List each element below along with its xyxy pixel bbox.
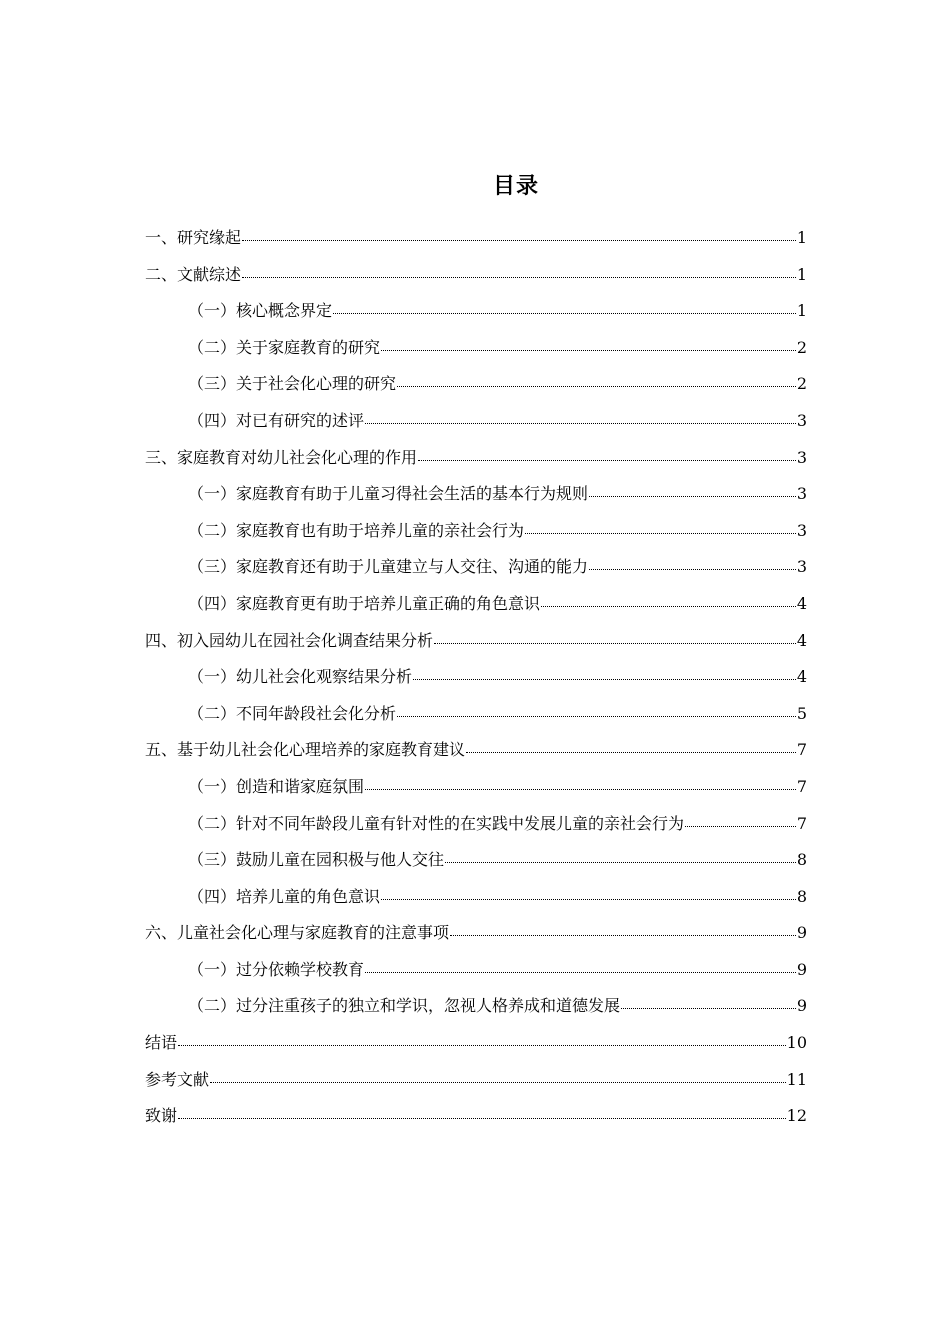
toc-entry-text: （三）关于社会化心理的研究 (188, 374, 397, 394)
toc-entry[interactable] (145, 772, 807, 809)
toc-entry[interactable] (145, 918, 807, 955)
toc-dot-leader (621, 1007, 796, 1009)
toc-entry-text: （一）过分依赖学校教育 (188, 959, 365, 979)
toc-entry-text: （二）不同年龄段社会化分析 (188, 703, 397, 723)
table-of-contents (145, 223, 807, 1138)
toc-dot-leader (685, 825, 796, 827)
toc-entry-text: 四、初入园幼儿在园社会化调查结果分析 (145, 630, 434, 650)
toc-page-number: 3 (796, 557, 807, 577)
toc-entry-text: 一、研究缘起 (145, 228, 242, 247)
toc-page-number: 12 (786, 1106, 807, 1126)
toc-dot-leader (589, 568, 796, 570)
toc-dot-leader (178, 1117, 786, 1119)
toc-entry-text: 三、家庭教育对幼儿社会化心理的作用 (145, 447, 418, 467)
toc-entry-text: 二、文献综述 (145, 264, 242, 284)
toc-dot-leader (381, 349, 796, 351)
toc-dot-leader (242, 239, 796, 241)
toc-page-number: 4 (796, 593, 807, 613)
toc-entry[interactable] (145, 991, 807, 1028)
toc-entry[interactable] (145, 626, 807, 663)
toc-dot-leader (466, 751, 796, 753)
toc-page-number: 7 (796, 740, 807, 760)
toc-page-number: 9 (796, 959, 807, 979)
toc-entry[interactable] (145, 845, 807, 882)
toc-page-number: 1 (796, 264, 807, 284)
toc-page-number: 3 (796, 447, 807, 467)
toc-dot-leader (178, 1044, 786, 1046)
toc-entry-text: 五、基于幼儿社会化心理培养的家庭教育建议 (145, 740, 466, 760)
toc-dot-leader (589, 495, 796, 497)
toc-dot-leader (333, 312, 796, 314)
toc-entry-text: （四）培养儿童的角色意识 (188, 886, 381, 906)
toc-dot-leader (418, 459, 796, 461)
toc-entry-text: （三）鼓励儿童在园积极与他人交往 (188, 850, 445, 870)
toc-dot-leader (434, 642, 796, 644)
toc-entry[interactable] (145, 1028, 807, 1065)
toc-dot-leader (381, 898, 796, 900)
toc-entry[interactable] (145, 296, 807, 333)
toc-entry[interactable] (145, 369, 807, 406)
toc-entry[interactable] (145, 479, 807, 516)
toc-entry-text: （一）家庭教育有助于儿童习得社会生活的基本行为规则 (188, 484, 589, 504)
toc-entry[interactable] (145, 589, 807, 626)
toc-page-number: 9 (796, 923, 807, 943)
toc-entry-text: （一）核心概念界定 (188, 301, 333, 321)
toc-entry[interactable] (145, 1101, 807, 1138)
toc-page-number: 2 (796, 337, 807, 357)
toc-entry-text: （二）家庭教育也有助于培养儿童的亲社会行为 (188, 520, 525, 540)
toc-entry[interactable] (145, 809, 807, 846)
toc-entry[interactable] (145, 735, 807, 772)
toc-page-number: 3 (796, 410, 807, 430)
toc-entry-text: （二）过分注重孩子的独立和学识，忽视人格养成和道德发展 (188, 996, 621, 1016)
toc-entry[interactable] (145, 552, 807, 589)
toc-entry-text: 结语 (145, 1033, 178, 1053)
toc-entry-text: （二）关于家庭教育的研究 (188, 337, 381, 357)
toc-entry[interactable] (145, 662, 807, 699)
toc-page-number: 4 (796, 667, 807, 687)
toc-entry-text: 致谢 (145, 1106, 178, 1126)
toc-page-number: 5 (796, 703, 807, 723)
toc-dot-leader (365, 788, 796, 790)
toc-dot-leader (445, 861, 796, 863)
toc-entry[interactable] (145, 882, 807, 919)
toc-page-number: 1 (796, 301, 807, 321)
toc-entry[interactable] (145, 1065, 807, 1102)
toc-dot-leader (365, 422, 796, 424)
toc-entry[interactable] (145, 223, 807, 260)
toc-entry[interactable] (145, 699, 807, 736)
toc-entry[interactable] (145, 406, 807, 443)
toc-page-number: 2 (796, 374, 807, 394)
toc-entry-text: （三）家庭教育还有助于儿童建立与人交往、沟通的能力 (188, 557, 589, 577)
toc-page-number: 1 (796, 228, 807, 247)
toc-page-number: 7 (796, 776, 807, 796)
toc-dot-leader (525, 532, 796, 534)
toc-page-number: 7 (796, 813, 807, 833)
toc-dot-leader (397, 385, 796, 387)
toc-entry-text: （四）家庭教育更有助于培养儿童正确的角色意识 (188, 593, 541, 613)
toc-entry[interactable] (145, 333, 807, 370)
toc-page-number: 11 (786, 1069, 807, 1089)
toc-entry-text: 六、儿童社会化心理与家庭教育的注意事项 (145, 923, 450, 943)
toc-dot-leader (365, 971, 796, 973)
toc-title: 目录 (492, 174, 539, 199)
toc-dot-leader (210, 1081, 786, 1083)
toc-dot-leader (413, 678, 796, 680)
toc-dot-leader (242, 276, 796, 278)
toc-entry-text: （一）幼儿社会化观察结果分析 (188, 667, 413, 687)
toc-entry[interactable] (145, 260, 807, 297)
toc-page-number: 9 (796, 996, 807, 1016)
toc-entry-text: （二）针对不同年龄段儿童有针对性的在实践中发展儿童的亲社会行为 (188, 813, 685, 833)
toc-page-number: 4 (796, 630, 807, 650)
toc-dot-leader (397, 715, 796, 717)
toc-page-number: 8 (796, 850, 807, 870)
toc-page-number: 8 (796, 886, 807, 906)
toc-entry[interactable] (145, 955, 807, 992)
toc-page-number: 10 (786, 1033, 807, 1053)
toc-entry-text: 参考文献 (145, 1069, 210, 1089)
toc-dot-leader (450, 934, 796, 936)
toc-page-number: 3 (796, 484, 807, 504)
toc-entry-text: （四）对已有研究的述评 (188, 410, 365, 430)
toc-entry[interactable] (145, 516, 807, 553)
toc-dot-leader (541, 605, 796, 607)
toc-entry-text: （一）创造和谐家庭氛围 (188, 776, 365, 796)
toc-entry[interactable] (145, 443, 807, 480)
toc-page-number: 3 (796, 520, 807, 540)
